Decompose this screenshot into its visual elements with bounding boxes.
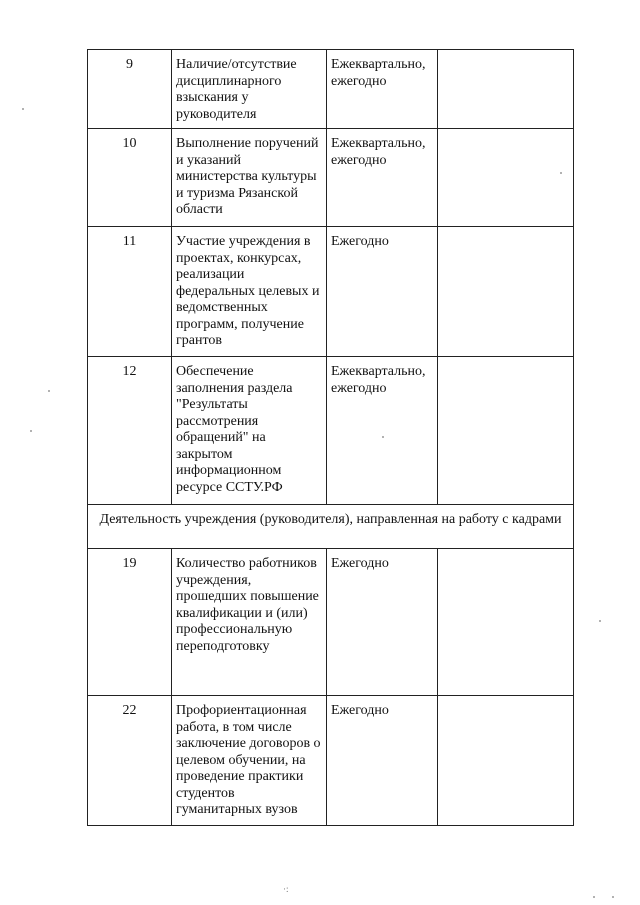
reporting-period: Ежеквартально, ежегодно [327, 357, 438, 505]
row-number: 22 [88, 696, 172, 826]
table-row [88, 549, 574, 696]
row-number: 12 [88, 357, 172, 505]
row-number: 9 [88, 50, 172, 129]
section-row [88, 505, 574, 549]
scan-speck [599, 620, 601, 622]
criterion-name: Выполнение поручений и указаний министерства культуры и туризма Рязанской области [172, 129, 327, 227]
scan-speck [30, 430, 32, 432]
reporting-period: Ежегодно [327, 696, 438, 826]
criterion-name: Участие учреждения в проектах, конкурсах, реализации федеральных целевых и ведомственных программ, получение грантов [172, 227, 327, 357]
row-number: 19 [88, 549, 172, 696]
table-row [88, 696, 574, 826]
reporting-period: Ежегодно [327, 227, 438, 357]
page-footer-mark: ·: [283, 884, 289, 894]
reporting-period: Ежеквартально, ежегодно [327, 50, 438, 129]
scan-speck [560, 172, 562, 174]
section-heading: Деятельность учреждения (руководителя), направленная на работу с кадрами [88, 505, 574, 549]
empty-cell [438, 357, 574, 505]
empty-cell [438, 129, 574, 227]
reporting-period: Ежегодно [327, 549, 438, 696]
empty-cell [438, 696, 574, 826]
scan-speck [48, 390, 50, 392]
scan-speck [382, 436, 384, 438]
criterion-name: Профориентационная работа, в том числе заключение договоров о целевом обучении, на проведение практики студентов гуманитарных вузов [172, 696, 327, 826]
table-row [88, 227, 574, 357]
table-row [88, 50, 574, 129]
criterion-name: Количество работников учреждения, прошедших повышение квалификации и (или) профессиональную переподготовку [172, 549, 327, 696]
reporting-period: Ежеквартально, ежегодно [327, 129, 438, 227]
row-number: 10 [88, 129, 172, 227]
empty-cell [438, 50, 574, 129]
criterion-name: Наличие/отсутствие дисциплинарного взыскания у руководителя [172, 50, 327, 129]
empty-cell [438, 549, 574, 696]
table-row [88, 129, 574, 227]
row-number: 11 [88, 227, 172, 357]
empty-cell [438, 227, 574, 357]
table-row [88, 357, 574, 505]
scan-speck [593, 896, 595, 898]
criterion-name: Обеспечение заполнения раздела "Результаты рассмотрения обращений" на закрытом информационном ресурсе ССТУ.РФ [172, 357, 327, 505]
scan-speck [612, 896, 614, 898]
scan-speck [22, 108, 24, 110]
criteria-table [87, 49, 574, 826]
